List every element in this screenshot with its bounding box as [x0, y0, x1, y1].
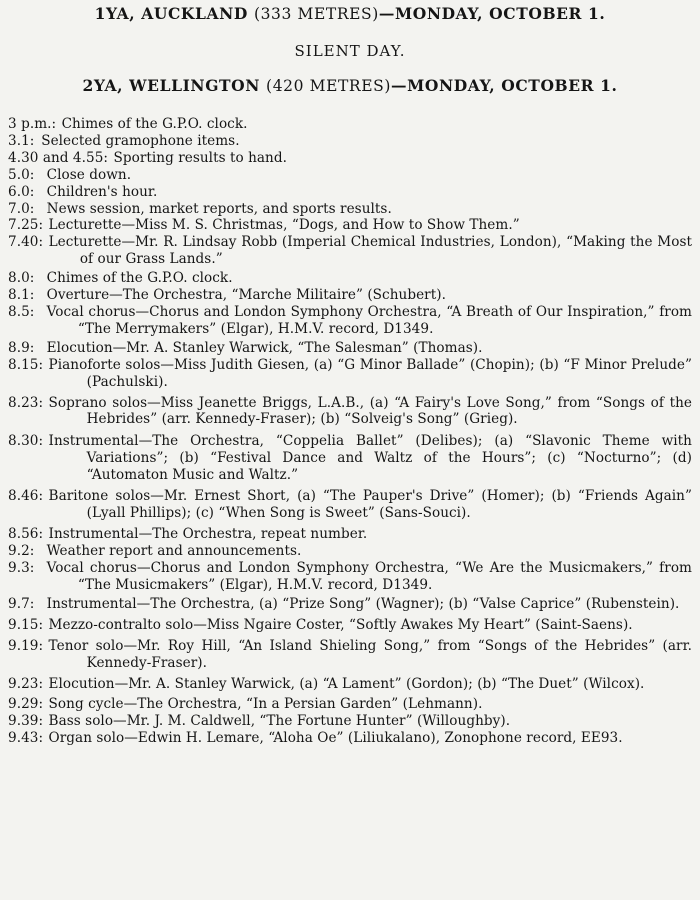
entry-text: Elocution—Mr. A. Stanley Warwick, “The Salesman” (Thomas). [46, 339, 483, 356]
entry-text: Close down. [46, 166, 132, 183]
program-entry [8, 488, 692, 522]
entry-time: 3.1: [8, 132, 35, 149]
entry-text: Mezzo-contralto solo—Miss Ngaire Coster, “Softly Awakes My Heart” (Saint-Saens). [48, 617, 633, 634]
program-entry [8, 713, 692, 730]
program-entry [8, 543, 692, 560]
entry-time: 4.30 and 4.55: [8, 149, 109, 166]
program-entry [8, 167, 692, 184]
program-entry [8, 217, 692, 234]
heading-auckland-station: 1YA, AUCKLAND [94, 4, 248, 23]
entry-text: Song cycle—The Orchestra, “In a Persian Garden” (Lehmann). [48, 696, 483, 712]
entry-time: 9.29: [8, 696, 44, 712]
entry-text: Weather report and announcements. [46, 542, 302, 559]
entry-time: 9.39: [8, 712, 44, 729]
heading-wellington [0, 76, 700, 95]
entry-time: 7.25: [8, 217, 44, 234]
entry-text: Tenor solo—Mr. Roy Hill, “An Island Shieling Song,” from “Songs of the Hebrides” (arr. Kennedy-Fraser). [48, 638, 692, 672]
program-entry [8, 433, 692, 484]
heading-wellington-wavelength: (420 METRES) [266, 77, 391, 95]
entry-time: 8.23: [8, 394, 44, 411]
entry-time: 8.1: [8, 287, 35, 304]
entry-text: Elocution—Mr. A. Stanley Warwick, (a) “A Lament” (Gordon); (b) “The Duet” (Wilcox). [48, 676, 645, 693]
entry-text: Pianoforte solos—Miss Judith Giesen, (a) “G Minor Ballade” (Chopin); (b) “F Minor Prelude” (Pachulski). [48, 356, 692, 390]
program-entry [8, 116, 692, 133]
entry-text: Instrumental—The Orchestra, “Coppelia Ballet” (Delibes); (a) “Slavonic Theme with Variations”; (b) “Festival Dance and Waltz of the Hours”; (c) “Nocturno”; (d) “Automaton Music and Waltz.” [48, 433, 692, 484]
entry-time: 8.30: [8, 433, 44, 450]
heading-auckland [0, 4, 700, 23]
entry-text: Soprano solos—Miss Jeanette Briggs, L.A.B., (a) “A Fairy's Love Song,” from “Songs of the Hebrides” (arr. Kennedy-Fraser); (b) “Solveig's Song” (Grieg). [48, 394, 692, 428]
entry-time: 9.19: [8, 638, 44, 655]
entry-time: 8.5: [8, 303, 35, 320]
entry-text: Instrumental—The Orchestra, repeat number. [48, 525, 368, 542]
entry-text: Baritone solos—Mr. Ernest Short, (a) “The Pauper's Drive” (Homer); (b) “Friends Again” (Lyall Phillips); (c) “When Song is Sweet” (Sans-Souci). [48, 488, 692, 521]
entry-time: 9.2: [8, 542, 35, 559]
entry-time: 5.0: [8, 166, 35, 183]
entry-time: 9.43: [8, 729, 44, 746]
entry-time: 9.7: [8, 596, 35, 613]
program-entry [8, 596, 692, 613]
program-entry [8, 526, 692, 543]
entry-text: News session, market reports, and sports results. [46, 200, 392, 217]
entry-text: Children's hour. [46, 183, 158, 200]
program-entry [8, 340, 692, 357]
entry-time: 8.56: [8, 525, 44, 542]
entry-time: 7.40: [8, 234, 44, 251]
program-entry [8, 304, 692, 338]
entry-time: 7.0: [8, 200, 35, 217]
entry-text: Lecturette—Miss M. S. Christmas, “Dogs, and How to Show Them.” [48, 217, 520, 234]
heading-auckland-day: —MONDAY, OCTOBER 1. [378, 4, 606, 23]
entry-text: Sporting results to hand. [113, 149, 287, 166]
silent-day-notice: SILENT DAY. [294, 42, 406, 60]
entry-time: 9.15: [8, 617, 44, 634]
heading-auckland-wavelength: (333 METRES) [253, 5, 379, 23]
program-entry [8, 184, 692, 201]
program-entry [8, 150, 692, 167]
program-entry [8, 234, 692, 268]
heading-wellington-station: 2YA, WELLINGTON [82, 76, 261, 95]
program-entry [8, 617, 692, 634]
program-entry [8, 287, 692, 304]
entry-time: 6.0: [8, 183, 35, 200]
entry-time: 9.3: [8, 559, 35, 576]
entry-time: 8.0: [8, 270, 35, 287]
program-list [8, 116, 692, 747]
program-entry [8, 133, 692, 150]
program-entry [8, 560, 692, 594]
entry-text: Chimes of the G.P.O. clock. [46, 270, 233, 287]
program-entry [8, 395, 692, 429]
entry-time: 9.23: [8, 676, 44, 693]
entry-time: 8.15: [8, 356, 44, 373]
entry-text: Vocal chorus—Chorus and London Symphony Orchestra, “We Are the Musicmakers,” from “The Musicmakers” (Elgar), H.M.V. record, D1349. [46, 559, 692, 593]
entry-text: Bass solo—Mr. J. M. Caldwell, “The Fortune Hunter” (Willoughby). [48, 712, 511, 729]
program-entry [8, 201, 692, 218]
program-entry [8, 696, 692, 713]
entry-text: Overture—The Orchestra, “Marche Militaire” (Schubert). [46, 287, 446, 304]
heading-wellington-day: —MONDAY, OCTOBER 1. [390, 76, 618, 95]
program-entry [8, 676, 692, 693]
entry-time: 8.46: [8, 488, 44, 505]
entry-text: Organ solo—Edwin H. Lemare, “Aloha Oe” (Liliukalano), Zonophone record, EE93. [48, 729, 623, 746]
program-entry [8, 357, 692, 391]
entry-text: Chimes of the G.P.O. clock. [61, 116, 248, 132]
entry-text: Vocal chorus—Chorus and London Symphony Orchestra, “A Breath of Our Inspiration,” from “The Merrymakers” (Elgar), H.M.V. record, D1349. [46, 303, 692, 337]
entry-text: Selected gramophone items. [41, 132, 240, 149]
program-entry [8, 638, 692, 672]
program-entry [8, 730, 692, 747]
entry-time: 3 p.m.: [8, 116, 57, 132]
program-entry [8, 270, 692, 287]
entry-text: Instrumental—The Orchestra, (a) “Prize Song” (Wagner); (b) “Valse Caprice” (Rubenstein). [46, 596, 680, 613]
entry-time: 8.9: [8, 339, 35, 356]
entry-text: Lecturette—Mr. R. Lindsay Robb (Imperial Chemical Industries, London), “Making the Most of our Grass Lands.” [48, 234, 692, 268]
